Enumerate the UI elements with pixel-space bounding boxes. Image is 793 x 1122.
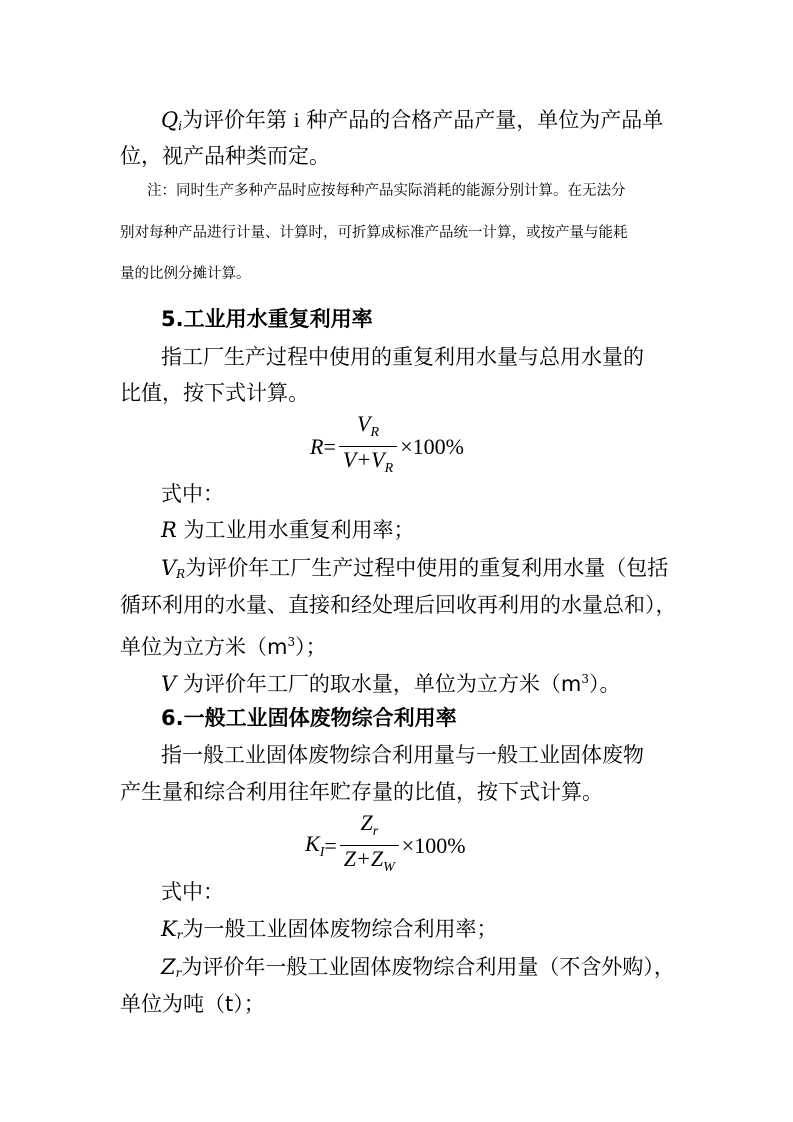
vr-definition-line1: $V_R$为评价年工厂生产过程中使用的重复利用水量（包括 xyxy=(161,556,669,581)
symbol-q-sub: i xyxy=(178,119,183,133)
section-6-heading: 6.一般工业固体废物综合利用率 xyxy=(161,706,457,730)
formula-equals: = xyxy=(323,433,336,459)
vr-definition-line3: 单位为立方米$(m^3)$； xyxy=(120,635,327,659)
formula-lhs-k: $K_I$ xyxy=(305,830,325,860)
symbol-q: Q xyxy=(161,108,179,132)
zr-definition-line1: $Z_r$为评价年一般工业固体废物综合利用量（不含外购）， xyxy=(161,955,675,980)
formula-numerator: $Z_r$ xyxy=(360,810,379,839)
section-5-intro-line1: 指工厂生产过程中使用的重复利用水量与总用水量的 xyxy=(161,345,644,369)
section-5-intro-line2: 比值，按下式计算。 xyxy=(120,381,309,405)
formula-numerator: $V_R$ xyxy=(357,411,380,440)
formula-denominator: $Z+Z_W$ xyxy=(340,845,399,880)
section-5-heading: 5.工业用水重复利用率 xyxy=(161,307,373,331)
formula-multiplier: ×100% xyxy=(400,433,464,459)
water-reuse-formula xyxy=(310,412,464,481)
qi-definition-line1 xyxy=(161,105,663,141)
solid-waste-formula xyxy=(305,811,466,880)
vr-definition-line2: 循环利用的水量、直接和经处理后回收再利用的水量总和）， xyxy=(120,593,677,617)
formula-denominator: $V+V_R$ xyxy=(339,446,397,481)
formula-fraction xyxy=(340,811,399,880)
formula-equals: = xyxy=(324,832,337,858)
note-line3: 量的比例分摊计算。 xyxy=(120,266,251,282)
note-line1: 注：同时生产多种产品时应按每种产品实际消耗的能源分别计算。在无法分 xyxy=(147,183,626,199)
formula-fraction xyxy=(339,412,397,481)
formula-lhs-r: R xyxy=(310,433,324,459)
section-6-intro-line2: 产生量和综合利用往年贮存量的比值，按下式计算。 xyxy=(120,780,603,804)
section-5-where: 式中： xyxy=(161,482,224,506)
qi-text-b: 种产品的合格产品产量，单位为产品单 xyxy=(306,108,664,132)
r-definition: R 为工业用水重复利用率； xyxy=(161,518,415,542)
section-6-where: 式中： xyxy=(161,880,224,904)
note-line2: 别对每种产品进行计量、计算时，可折算成标准产品统一计算，或按产量与能耗 xyxy=(120,225,628,241)
v-definition: V 为评价年工厂的取水量，单位为立方米$(m^3)$。 xyxy=(161,672,621,696)
symbol-i: i xyxy=(293,108,300,132)
qi-definition-line2: 位，视产品种类而定。 xyxy=(120,144,330,168)
formula-multiplier: ×100% xyxy=(401,832,466,858)
qi-text-a: 为评价年第 xyxy=(182,108,288,132)
zr-definition-line2: 单位为吨（t）； xyxy=(120,992,265,1016)
kr-definition: $K_r$为一般工业固体废物综合利用率； xyxy=(161,917,498,942)
section-6-intro-line1: 指一般工业固体废物综合利用量与一般工业固体废物 xyxy=(161,743,644,767)
